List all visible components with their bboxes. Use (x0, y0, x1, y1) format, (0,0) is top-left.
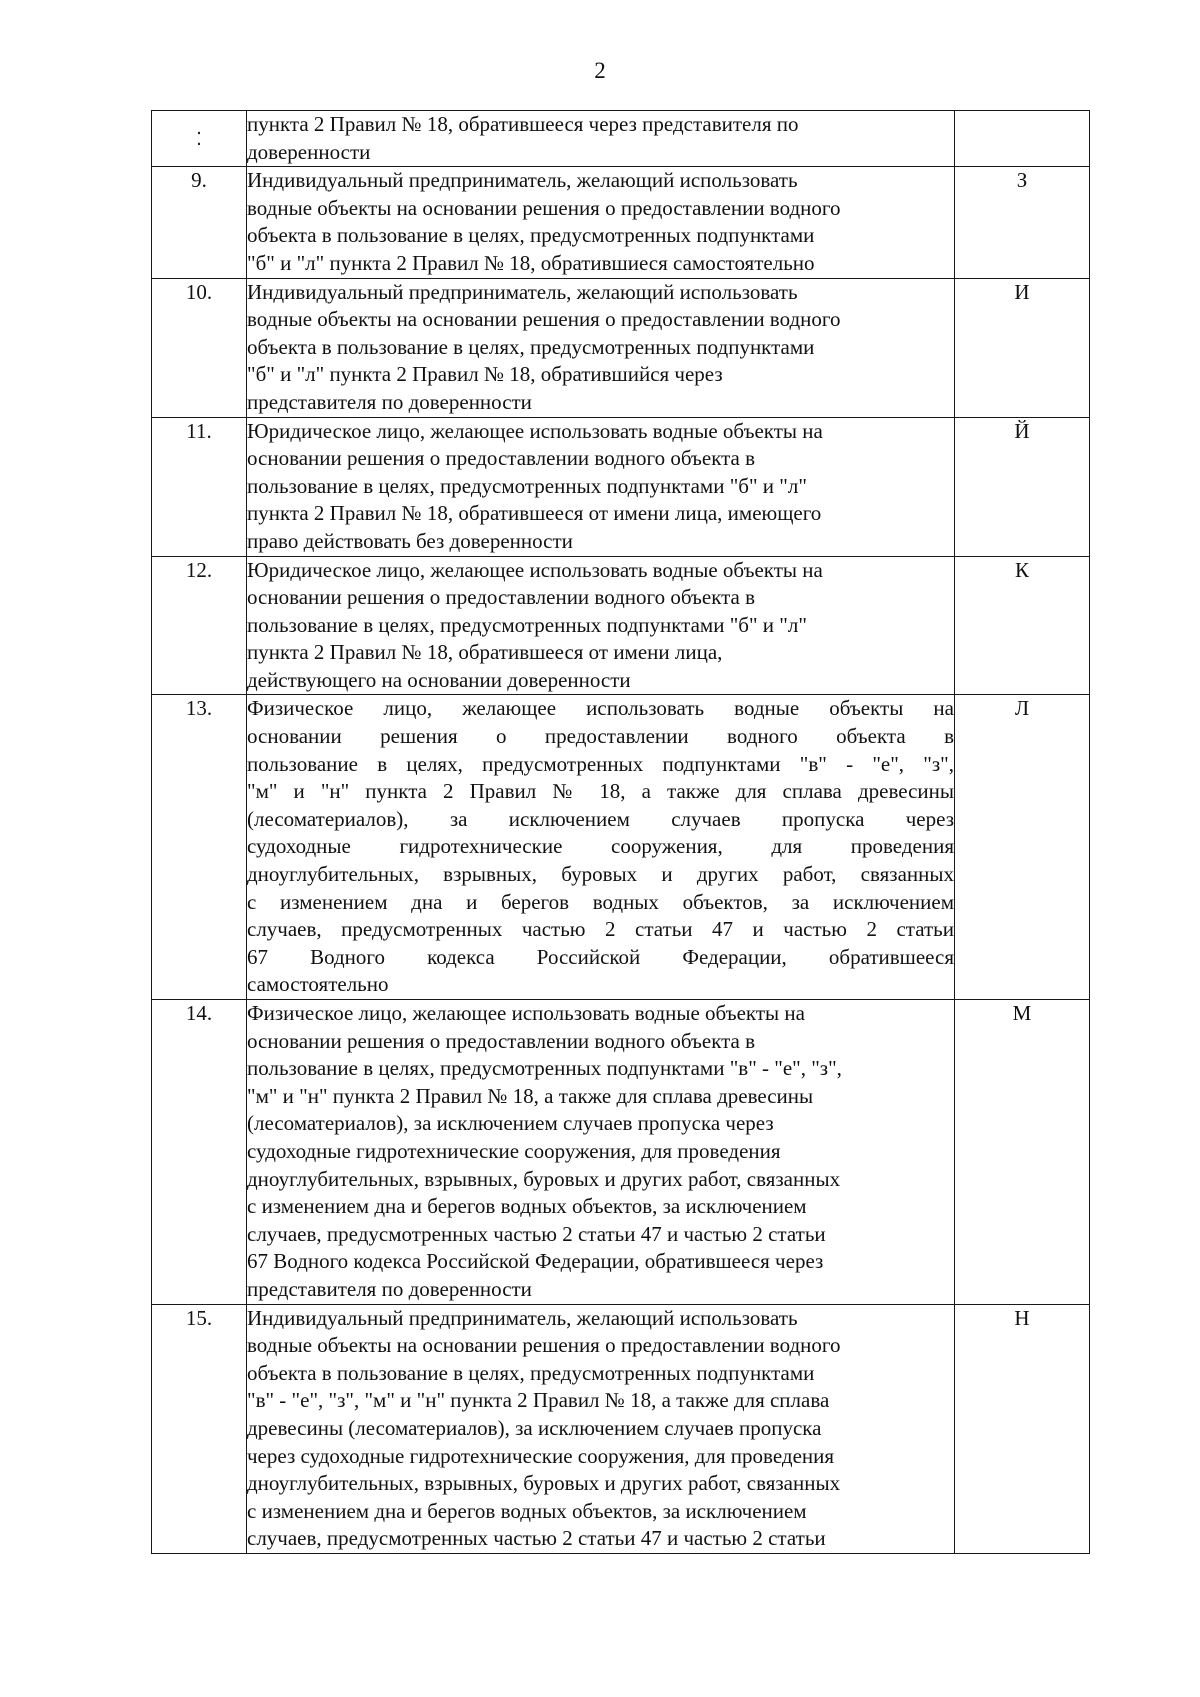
description-line: Юридическое лицо, желающее использовать водные объекты на (247, 418, 823, 443)
table-row (152, 278, 1090, 417)
row-description-cell (247, 695, 955, 1000)
description-line: самостоятельно (247, 972, 389, 997)
row-description-cell (247, 278, 955, 417)
table-body (152, 111, 1090, 1554)
description-line: "б" и "л" пункта 2 Правил № 18, обратившиеся самостоятельно (247, 250, 815, 275)
description-line: пункта 2 Правил № 18, обратившееся от имени лица, (247, 640, 723, 665)
description-line: пользование в целях, предусмотренных подпунктами "в" - "е", "з", (247, 1056, 842, 1081)
description-line: "м" и "н" пункта 2 Правил № 18, а также для сплава древесины (247, 1083, 814, 1108)
description-line: 67 Водного кодекса Российской Федерации, обратившееся через (247, 1249, 824, 1274)
row-description-cell (247, 1304, 955, 1553)
description-line: представителя по доверенности (247, 389, 532, 414)
description-line: водные объекты на основании решения о предоставлении водного (247, 307, 841, 332)
description-line: случаев, предусмотренных частью 2 статьи 47 и частью 2 статьи (247, 1526, 826, 1551)
table-row (152, 167, 1090, 278)
row-description-cell (247, 111, 955, 167)
description-line: судоходные гидротехнические сооружения, для проведения (247, 834, 954, 859)
description-line: объекта в пользование в целях, предусмотренных подпунктами (247, 1360, 815, 1385)
description-line: древесины (лесоматериалов), за исключением случаев пропуска (247, 1415, 822, 1440)
description-line: пользование в целях, предусмотренных подпунктами "б" и "л" (247, 473, 807, 498)
description-line: действующего на основании доверенности (247, 667, 631, 692)
row-description-cell (247, 417, 955, 556)
description-line: 67 Водного кодекса Российской Федерации, обратившееся (247, 944, 954, 969)
row-number-cell: 9. (152, 167, 247, 278)
table-row (152, 417, 1090, 556)
page-number: 2 (594, 58, 606, 83)
table-row (152, 111, 1090, 167)
row-description-cell (247, 556, 955, 695)
description-line: основании решения о предоставлении водного объекта в (247, 724, 954, 749)
description-line: (лесоматериалов), за исключением случаев пропуска через (247, 1111, 774, 1136)
description-line: Физическое лицо, желающее использовать водные объекты на (247, 696, 954, 721)
description-line: водные объекты на основании решения о предоставлении водного (247, 195, 841, 220)
row-code-cell: Л (955, 695, 1090, 1000)
description-line: с изменением дна и берегов водных объектов, за исключением (247, 889, 954, 914)
description-line: доверенности (247, 139, 371, 164)
description-line: право действовать без доверенности (247, 528, 573, 553)
row-code-cell: З (955, 167, 1090, 278)
row-number-cell: 10. (152, 278, 247, 417)
description-line: основании решения о предоставлении водного объекта в (247, 1028, 756, 1053)
table-row (152, 1000, 1090, 1305)
document-table (151, 110, 1090, 1554)
description-line: Индивидуальный предприниматель, желающий использовать (247, 279, 798, 304)
description-line: основании решения о предоставлении водного объекта в (247, 446, 756, 471)
description-line: Индивидуальный предприниматель, желающий использовать (247, 168, 798, 193)
table-row (152, 556, 1090, 695)
row-code-cell: Й (955, 417, 1090, 556)
row-number-cell: 11. (152, 417, 247, 556)
description-line: "б" и "л" пункта 2 Правил № 18, обратившийся через (247, 362, 723, 387)
row-number-cell: 13. (152, 695, 247, 1000)
row-number-cell: 14. (152, 1000, 247, 1305)
row-description-cell (247, 167, 955, 278)
description-line: с изменением дна и берегов водных объектов, за исключением (247, 1498, 807, 1523)
table-row (152, 1304, 1090, 1553)
description-line: через судоходные гидротехнические сооружения, для проведения (247, 1443, 835, 1468)
row-number-cell (152, 111, 247, 167)
continuation-mark: ⁚ (196, 129, 202, 149)
description-line: объекта в пользование в целях, предусмотренных подпунктами (247, 223, 815, 248)
description-line: пункта 2 Правил № 18, обратившееся через представителя по (247, 112, 799, 136)
description-line: водные объекты на основании решения о предоставлении водного (247, 1333, 841, 1358)
row-code-cell: И (955, 278, 1090, 417)
row-number-cell: 15. (152, 1304, 247, 1553)
description-line: Юридическое лицо, желающее использовать водные объекты на (247, 557, 823, 582)
description-line: дноуглубительных, взрывных, буровых и других работ, связанных (247, 1166, 841, 1191)
description-line: представителя по доверенности (247, 1276, 532, 1301)
row-code-cell: М (955, 1000, 1090, 1305)
row-code-cell: Н (955, 1304, 1090, 1553)
description-line: дноуглубительных, взрывных, буровых и других работ, связанных (247, 1471, 841, 1496)
description-line: пользование в целях, предусмотренных подпунктами "б" и "л" (247, 612, 807, 637)
row-number-cell: 12. (152, 556, 247, 695)
description-line: дноуглубительных, взрывных, буровых и других работ, связанных (247, 862, 954, 887)
row-description-cell (247, 1000, 955, 1305)
description-line: случаев, предусмотренных частью 2 статьи 47 и частью 2 статьи (247, 1221, 826, 1246)
table-row (152, 695, 1090, 1000)
description-line: пользование в целях, предусмотренных подпунктами "в" - "е", "з", (247, 751, 954, 776)
row-code-cell: К (955, 556, 1090, 695)
description-line: судоходные гидротехнические сооружения, для проведения (247, 1138, 781, 1163)
description-line: объекта в пользование в целях, предусмотренных подпунктами (247, 334, 815, 359)
description-line: случаев, предусмотренных частью 2 статьи 47 и частью 2 статьи (247, 917, 954, 942)
description-line: с изменением дна и берегов водных объектов, за исключением (247, 1194, 807, 1219)
description-line: основании решения о предоставлении водного объекта в (247, 585, 756, 610)
description-line: пункта 2 Правил № 18, обратившееся от имени лица, имеющего (247, 501, 822, 526)
description-line: "в" - "е", "з", "м" и "н" пункта 2 Правил № 18, а также для сплава (247, 1388, 830, 1413)
description-line: (лесоматериалов), за исключением случаев пропуска через (247, 806, 954, 831)
description-line: "м" и "н" пункта 2 Правил № 18, а также для сплава древесины (247, 779, 954, 804)
row-code-cell (955, 111, 1090, 167)
description-line: Физическое лицо, желающее использовать водные объекты на (247, 1001, 805, 1025)
description-line: Индивидуальный предприниматель, желающий использовать (247, 1305, 798, 1330)
